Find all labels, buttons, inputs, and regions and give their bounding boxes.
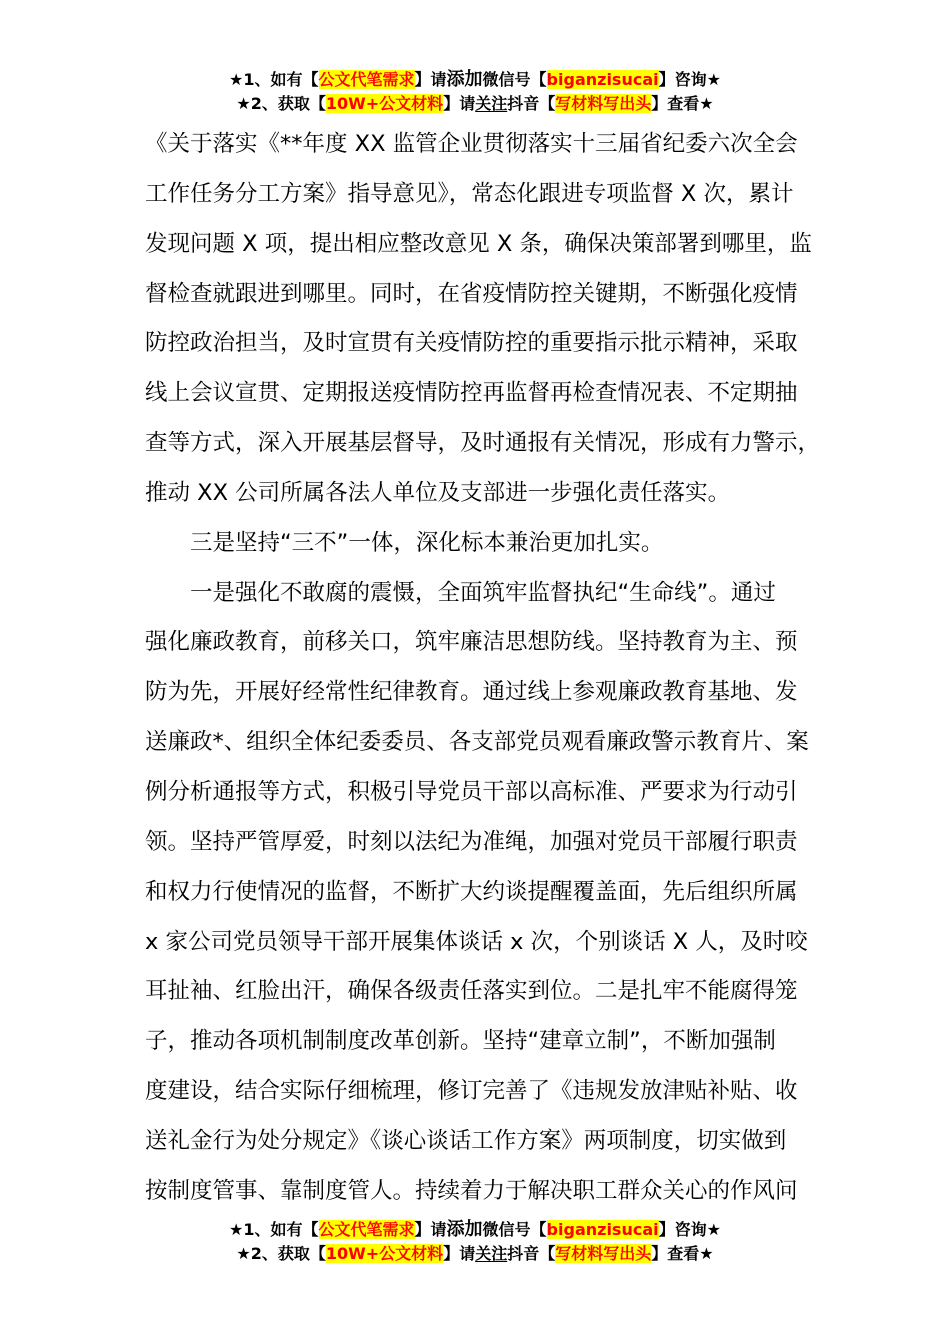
body-line: 耳扯袖、红脸出汗，确保各级责任落实到位。二是扎牢不能腐得笼	[145, 978, 798, 1005]
body-line: 防控政治担当，及时宣贯有关疫情防控的重要指示批示精神，采取	[145, 330, 798, 357]
body-line: 和权力行使情况的监督，不断扩大约谈提醒覆盖面，先后组织所属	[145, 878, 798, 905]
body-line: 线上会议宣贯、定期报送疫情防控再监督再检查情况表、不定期抽	[145, 380, 798, 407]
header-ad-line-1	[0, 68, 950, 92]
body-line: 发现问题 X 项，提出相应整改意见 X 条，确保决策部署到哪里，监	[145, 230, 812, 257]
body-line: 督检查就跟进到哪里。同时，在省疫情防控关键期，不断强化疫情	[145, 280, 798, 307]
ad-emphasis: 添加	[446, 69, 483, 90]
body-line: 度建设，结合实际仔细梳理，修订完善了《违规发放津贴补贴、收	[145, 1078, 798, 1105]
ad-suffix: 】咨询★	[658, 70, 721, 89]
body-line: 子，推动各项机制制度改革创新。坚持“建章立制”，不断加强制	[145, 1028, 776, 1055]
ad-prefix: ★1、如有【	[229, 1220, 319, 1239]
ad-connector: 微信号【	[482, 70, 547, 89]
ad-highlight-service: 公文代笔需求	[318, 70, 415, 89]
body-line: x 家公司党员领导干部开展集体谈话 x 次，个别谈话 X 人，及时咬	[145, 928, 808, 955]
body-line: 领。坚持严管厚爱，时刻以法纪为准绳，加强对党员干部履行职责	[145, 828, 798, 855]
ad-connector: 微信号【	[482, 1220, 547, 1239]
ad-prefix: ★2、获取【	[236, 94, 326, 113]
body-line: 一是强化不敢腐的震慑，全面筑牢监督执纪“生命线”。通过	[190, 579, 776, 606]
ad-connector: 】请	[443, 94, 476, 113]
ad-prefix: ★2、获取【	[236, 1244, 326, 1263]
body-line: 强化廉政教育，前移关口，筑牢廉洁思想防线。坚持教育为主、预	[145, 629, 798, 656]
ad-suffix: 】查看★	[651, 94, 714, 113]
body-line: 查等方式，深入开展基层督导，及时通报有关情况，形成有力警示，	[145, 430, 821, 457]
ad-emphasis: 关注	[475, 94, 508, 113]
ad-connector: 抖音【	[507, 1244, 556, 1263]
ad-suffix: 】咨询★	[658, 1220, 721, 1239]
ad-emphasis: 关注	[475, 1244, 508, 1263]
ad-highlight-wechat-id: biganzisucai	[546, 1220, 659, 1239]
section-heading-line: 三是坚持“三不”一体，深化标本兼治更加扎实。	[190, 529, 664, 556]
body-line: 送廉政*、组织全体纪委委员、各支部党员观看廉政警示教育片、案	[145, 729, 809, 756]
ad-emphasis: 添加	[446, 1219, 483, 1240]
body-line: 推动 XX 公司所属各法人单位及支部进一步强化责任落实。	[145, 479, 731, 506]
ad-highlight-douyin-account: 写材料写出头	[555, 1244, 652, 1263]
ad-highlight-materials: 10W+公文材料	[325, 1244, 444, 1263]
body-line: 防为先，开展好经常性纪律教育。通过线上参观廉政教育基地、发	[145, 679, 798, 706]
paragraph	[145, 569, 835, 1217]
body-line: 工作任务分工方案》指导意见》，常态化跟进专项监督 X 次，累计	[145, 180, 794, 207]
body-line: 送礼金行为处分规定》《谈心谈话工作方案》两项制度，切实做到	[145, 1127, 787, 1154]
body-line: 按制度管事、靠制度管人。持续着力于解决职工群众关心的作风问	[145, 1177, 798, 1204]
body-line: 《关于落实《**年度 XX 监管企业贯彻落实十三届省纪委六次全会	[145, 131, 798, 157]
header-ad-line-2	[0, 92, 950, 116]
document-body	[145, 120, 835, 1217]
paragraph	[145, 519, 835, 569]
footer-ad-banner	[0, 1218, 950, 1266]
ad-connector: 】请	[414, 1220, 447, 1239]
ad-highlight-materials: 10W+公文材料	[325, 94, 444, 113]
header-ad-banner	[0, 68, 950, 116]
ad-suffix: 】查看★	[651, 1244, 714, 1263]
footer-ad-line-1	[0, 1218, 950, 1242]
footer-ad-line-2	[0, 1242, 950, 1266]
ad-connector: 】请	[414, 70, 447, 89]
ad-connector: 】请	[443, 1244, 476, 1263]
ad-connector: 抖音【	[507, 94, 556, 113]
ad-highlight-service: 公文代笔需求	[318, 1220, 415, 1239]
body-line: 例分析通报等方式，积极引导党员干部以高标准、严要求为行动引	[145, 778, 798, 805]
ad-prefix: ★1、如有【	[229, 70, 319, 89]
paragraph	[145, 120, 835, 519]
ad-highlight-wechat-id: biganzisucai	[546, 70, 659, 89]
ad-highlight-douyin-account: 写材料写出头	[555, 94, 652, 113]
